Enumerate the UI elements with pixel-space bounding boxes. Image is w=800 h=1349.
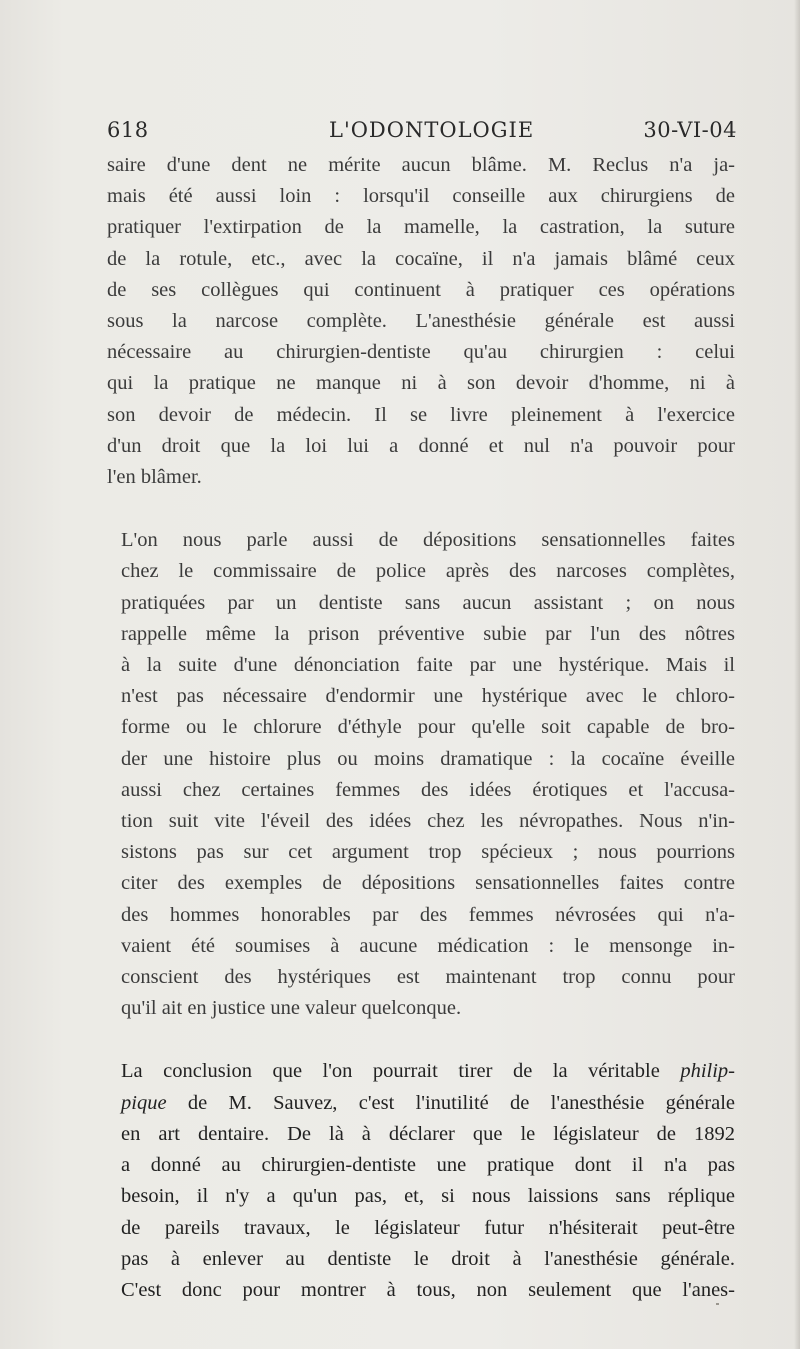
journal-title: L'ODONTOLOGIE	[329, 118, 535, 142]
text-line: conscient des hystériques est maintenant trop connu pour	[121, 966, 735, 989]
text-segment: de M. Sauvez, c'est l'inutilité de l'anesthésie générale	[166, 1091, 735, 1114]
text-line	[107, 1056, 735, 1087]
text-line: a donné au chirurgien-dentiste une pratique dont il n'a pas	[121, 1154, 735, 1177]
text-line: sistons pas sur cet argument trop spécieux ; nous pourrions	[121, 841, 735, 864]
text-line: des hommes honorables par des femmes névrosées qui n'a-	[121, 903, 735, 926]
running-header	[107, 118, 737, 148]
text-line: C'est donc pour montrer à tous, non seulement que l'anes-	[121, 1278, 735, 1301]
text-line: de la rotule, etc., avec la cocaïne, il n'a jamais blâmé ceux	[107, 247, 735, 270]
speck-mark	[716, 1303, 719, 1305]
text-line: qui la pratique ne manque ni à son devoir d'homme, ni à	[107, 372, 735, 395]
text-line: nécessaire au chirurgien-dentiste qu'au chirurgien : celui	[107, 341, 735, 364]
text-line: chez le commissaire de police après des narcoses complètes,	[121, 560, 735, 583]
text-line: der une histoire plus ou moins dramatique : la cocaïne éveille	[121, 747, 735, 770]
issue-date: 30-VI-04	[643, 118, 737, 142]
text-line: son devoir de médecin. Il se livre pleinement à l'exercice	[107, 403, 735, 426]
italic-word: pique	[121, 1091, 167, 1114]
text-line: forme ou le chlorure d'éthyle pour qu'elle soit capable de bro-	[121, 716, 735, 739]
text-line: à la suite d'une dénonciation faite par une hystérique. Mais il	[121, 654, 735, 677]
paragraph-2	[107, 525, 735, 1024]
text-line: besoin, il n'y a qu'un pas, et, si nous laissions sans réplique	[121, 1185, 735, 1208]
text-segment: La conclusion que l'on pourrait tirer de la véritable	[121, 1060, 681, 1083]
paragraph-3	[107, 1056, 735, 1306]
page-edge-shadow	[794, 0, 800, 1349]
text-line: de pareils travaux, le législateur futur n'hésiterait peut-être	[121, 1216, 735, 1239]
text-line: L'on nous parle aussi de dépositions sensationnelles faites	[121, 529, 735, 552]
text-line: aussi chez certaines femmes des idées érotiques et l'accusa-	[121, 778, 735, 801]
body-text	[107, 150, 735, 1306]
text-line	[107, 1088, 735, 1119]
text-line: en art dentaire. De là à déclarer que le législateur de 1892	[121, 1122, 735, 1145]
text-line: pratiquées par un dentiste sans aucun assistant ; on nous	[121, 591, 735, 614]
text-line: l'en blâmer.	[107, 466, 202, 489]
text-line: citer des exemples de dépositions sensationnelles faites contre	[121, 872, 735, 895]
text-line: rappelle même la prison préventive subie par l'un des nôtres	[121, 622, 735, 645]
text-line: saire d'une dent ne mérite aucun blâme. M. Reclus n'a ja-	[107, 154, 735, 176]
text-line: mais été aussi loin : lorsqu'il conseille aux chirurgiens de	[107, 185, 735, 208]
text-line: tion suit vite l'éveil des idées chez les névropathes. Nous n'in-	[121, 810, 735, 833]
text-line: qu'il ait en justice une valeur quelconque.	[121, 997, 462, 1020]
text-line: sous la narcose complète. L'anesthésie générale est aussi	[107, 310, 735, 333]
text-line: pas à enlever au dentiste le droit à l'anesthésie générale.	[121, 1247, 735, 1270]
paragraph-1	[107, 150, 735, 493]
page-number: 618	[107, 118, 149, 142]
text-line: n'est pas nécessaire d'endormir une hystérique avec le chloro-	[121, 685, 735, 708]
text-line: vaient été soumises à aucune médication : le mensonge in-	[121, 934, 735, 957]
italic-word: philip-	[680, 1060, 735, 1083]
text-line: d'un droit que la loi lui a donné et nul n'a pouvoir pour	[107, 434, 735, 457]
text-line: de ses collègues qui continuent à pratiquer ces opérations	[107, 278, 735, 301]
text-line: pratiquer l'extirpation de la mamelle, la castration, la suture	[107, 216, 735, 239]
